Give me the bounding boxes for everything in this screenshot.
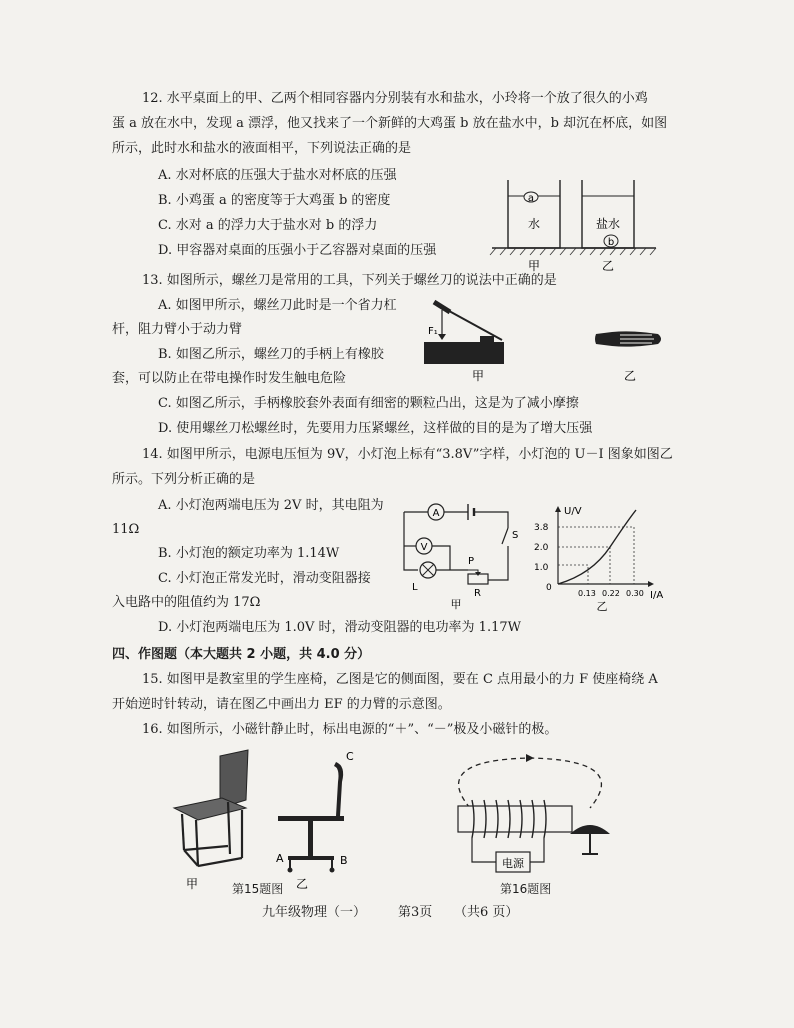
y-tick-2-0: 2.0 (534, 543, 549, 553)
q13-yi-label: 乙 (623, 369, 637, 383)
q14-option-b: B. 小灯泡的额定功率为 1.14W (158, 546, 340, 561)
q15-jia-label: 甲 (185, 877, 199, 891)
q14-stem-line2: 所示。下列分析正确的是 (112, 472, 256, 487)
y-tick-0: 0 (546, 583, 552, 593)
q12-egg-a-label: a (527, 193, 535, 204)
q14-circuit-jia-label: 甲 (450, 598, 462, 611)
q15-line1: 15. 如图甲是教室里的学生座椅，乙图是它的侧面图，要在 C 点用最小的力 F 使座椅绕 A (142, 672, 658, 687)
q13-option-b-line1: B. 如图乙所示，螺丝刀的手柄上有橡胶 (158, 347, 384, 362)
q15-caption: 第15题图 (232, 882, 284, 896)
q12-salt-water-label: 盐水 (595, 217, 621, 231)
q13-option-a-line1: A. 如图甲所示，螺丝刀此时是一个省力杠 (158, 298, 397, 313)
q13-option-d: D. 使用螺丝刀松螺丝时，先要用力压紧螺丝，这样做的目的是为了增大压强 (158, 421, 593, 436)
ammeter-label: A (432, 508, 440, 519)
point-c-label: C (346, 750, 354, 763)
q12-yi-label: 乙 (601, 259, 615, 273)
ground-hatching (490, 248, 656, 255)
q16-figure (430, 750, 630, 874)
q12-option-d: D. 甲容器对桌面的压强小于乙容器对桌面的压强 (158, 243, 437, 258)
q13-stem: 13. 如图所示，螺丝刀是常用的工具，下列关于螺丝刀的说法中正确的是 (142, 273, 557, 288)
q12-water-label: 水 (527, 217, 541, 231)
q14-stem-line1: 14. 如图甲所示，电源电压恒为 9V，小灯泡上标有“3.8V”字样，小灯泡的 U－I 图象如图乙 (142, 447, 673, 462)
switch-s-label: S (512, 530, 519, 541)
q14-option-c-line1: C. 小灯泡正常发光时，滑动变阻器接 (158, 571, 371, 586)
footer-total-pages: （共6 页） (454, 905, 519, 920)
q15-figure-jia (160, 746, 260, 894)
lamp-l-label: L (412, 582, 418, 593)
q16-caption: 第16题图 (500, 882, 552, 896)
graph-ylabel: U/V (564, 506, 582, 517)
q14-option-c-line2: 入电路中的阻值约为 17Ω (112, 595, 261, 610)
q13-option-c: C. 如图乙所示，手柄橡胶套外表面有细密的颗粒凸出，这是为了减小摩擦 (158, 396, 579, 411)
q13-figure-yi (592, 318, 672, 384)
q12-option-c: C. 水对 a 的浮力大于盐水对 b 的浮力 (158, 218, 378, 233)
q12-egg-b-label: b (607, 237, 615, 248)
q12-stem-line3: 所示，此时水和盐水的液面相平，下列说法正确的是 (112, 141, 412, 156)
q14-option-a-line1: A. 小灯泡两端电压为 2V 时，其电阻为 (158, 498, 384, 513)
footer-page-number: 第3页 (398, 905, 433, 920)
q12-option-b: B. 小鸡蛋 a 的密度等于大鸡蛋 b 的密度 (158, 193, 391, 208)
q12-jia-label: 甲 (527, 259, 541, 273)
point-a-label: A (276, 852, 284, 865)
q13-figure-jia (420, 298, 530, 384)
q12-figure (486, 166, 666, 274)
q15-line2: 开始逆时针转动，请在图乙中画出力 EF 的力臂的示意图。 (112, 697, 451, 712)
section-4-title: 四、作图题（本大题共 2 小题，共 4.0 分） (112, 647, 371, 662)
q14-circuit (392, 500, 532, 612)
q14-ui-graph (532, 500, 672, 612)
graph-xlabel: I/A (650, 590, 664, 601)
y-tick-3-8: 3.8 (534, 523, 549, 533)
q14-option-a-line2: 11Ω (112, 522, 140, 537)
x-tick-0-30: 0.30 (626, 589, 644, 598)
q15-yi-label: 乙 (295, 877, 309, 891)
q12-stem-line2: 蛋 a 放在水中，发现 a 漂浮，他又找来了一个新鲜的大鸡蛋 b 放在盐水中，b 却沉在杯底，如图 (112, 116, 668, 131)
q13-option-a-line2: 杆，阻力臂小于动力臂 (112, 322, 243, 337)
y-tick-1-0: 1.0 (534, 563, 549, 573)
footer-subject: 九年级物理（一） (262, 905, 367, 920)
q12-stem-line1: 12. 水平桌面上的甲、乙两个相同容器内分别装有水和盐水，小玲将一个放了很久的小鸡 (142, 91, 648, 106)
voltmeter-label: V (420, 542, 428, 553)
q15-figure-yi (266, 746, 376, 894)
q16-line1: 16. 如图所示，小磁针静止时，标出电源的“＋”、“－”极及小磁针的极。 (142, 722, 558, 737)
q14-graph-yi-label: 乙 (596, 600, 608, 612)
slider-p-label: P (468, 556, 475, 567)
rheostat-r-label: R (474, 588, 481, 599)
point-b-label: B (340, 854, 348, 867)
x-tick-0-13: 0.13 (578, 589, 596, 598)
q13-jia-label: 甲 (471, 369, 485, 383)
x-tick-0-22: 0.22 (602, 589, 620, 598)
q12-option-a: A. 水对杯底的压强大于盐水对杯底的压强 (158, 168, 397, 183)
q13-option-b-line2: 套，可以防止在带电操作时发生触电危险 (112, 371, 347, 386)
q13-f1-label: F₁ (428, 326, 438, 337)
q14-option-d: D. 小灯泡两端电压为 1.0V 时，滑动变阻器的电功率为 1.17W (158, 620, 521, 635)
power-source-label: 电源 (502, 857, 524, 870)
